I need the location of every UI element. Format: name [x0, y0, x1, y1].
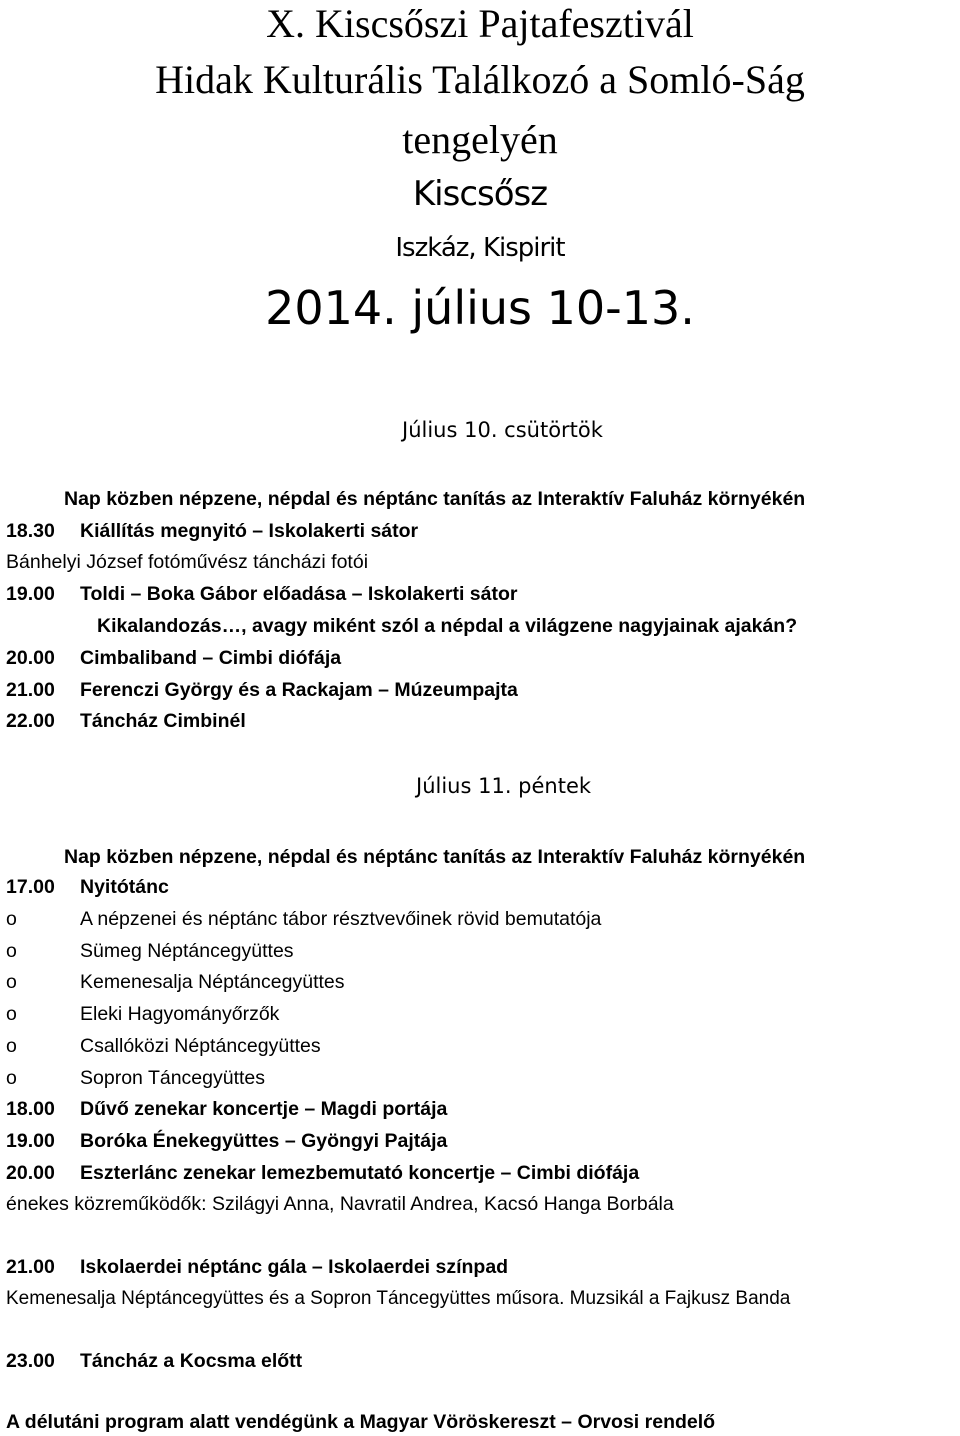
day1-event-3 [6, 647, 341, 670]
list-item: o Csallóközi Néptáncegyüttes [6, 1035, 321, 1057]
location-title: Kiscsősz [412, 174, 548, 214]
day2-event-5-detail: Kemenesalja Néptáncegyüttes és a Sopron Táncegyüttes műsora. Muzsikál a Fajkusz Banda [6, 1288, 791, 1309]
bullet-icon: o [6, 1035, 17, 1057]
festival-subtitle-cont: tengelyén [402, 117, 558, 162]
day2-event-6 [6, 1350, 302, 1373]
day2-heading: Július 11. péntek [416, 774, 592, 798]
header [0, 2, 960, 336]
event-time: 21.00 [6, 679, 55, 701]
event-title: Táncház Cimbinél [80, 710, 246, 732]
event-title: Kiállítás megnyitó – Iskolakerti sátor [80, 520, 419, 542]
list-item: o Sümeg Néptáncegyüttes [6, 940, 294, 962]
event-title: Toldi – Boka Gábor előadása – Iskolakerti sátor [80, 583, 518, 605]
event-time: 19.00 [6, 583, 55, 605]
day2-event-5 [6, 1256, 508, 1279]
day1-event-5 [6, 710, 246, 733]
event-title: Dűvő zenekar koncertje – Magdi portája [80, 1098, 448, 1120]
day2-event-4 [6, 1162, 639, 1185]
bullet-icon: o [6, 1003, 17, 1025]
event-time: 18.00 [6, 1098, 55, 1120]
list-item: o Eleki Hagyományőrzők [6, 1003, 280, 1025]
event-time: 20.00 [6, 1162, 55, 1184]
day2-intro: Nap közben népzene, népdal és néptánc tanítás az Interaktív Faluház környékén [64, 846, 806, 868]
event-title: Nyitótánc [80, 876, 169, 898]
event-time: 18.30 [6, 520, 55, 542]
day1-event-1 [6, 520, 418, 543]
day1-event-2 [6, 583, 517, 606]
day2-event-4-detail: énekes közreműködők: Szilágyi Anna, Navratil Andrea, Kacsó Hanga Borbála [6, 1193, 674, 1215]
bullet-icon: o [6, 1067, 17, 1089]
location-subtitle: Iszkáz, Kispirit [395, 233, 565, 263]
event-title: Táncház a Kocsma előtt [80, 1350, 303, 1372]
event-title: Boróka Énekegyüttes – Gyöngyi Pajtája [80, 1130, 448, 1152]
event-time: 17.00 [6, 876, 55, 898]
bullet-icon: o [6, 971, 17, 993]
list-item: o A népzenei és néptánc tábor résztvevőinek rövid bemutatója [6, 908, 602, 930]
bullet-icon: o [6, 940, 17, 962]
event-time: 23.00 [6, 1350, 55, 1372]
event-time: 19.00 [6, 1130, 55, 1152]
festival-dates: 2014. július 10-13. [265, 281, 695, 335]
day1-heading: Július 10. csütörtök [402, 418, 603, 442]
festival-title: X. Kiscsőszi Pajtafesztivál [266, 1, 694, 46]
day1-event-2-detail: Kikalandozás…, avagy miként szól a népdal a világzene nagyjainak ajakán? [97, 615, 798, 637]
event-time: 22.00 [6, 710, 55, 732]
festival-subtitle: Hidak Kulturális Találkozó a Somló-Ság [155, 57, 805, 102]
day2-event-3 [6, 1130, 447, 1153]
day1-event-1-detail: Bánhelyi József fotóművész táncházi fotói [6, 551, 369, 573]
day1-event-4 [6, 679, 518, 702]
day2-event-1 [6, 876, 169, 899]
event-title: Cimbaliband – Cimbi diófája [80, 647, 342, 669]
day1-intro: Nap közben népzene, népdal és néptánc tanítás az Interaktív Faluház környékén [64, 488, 806, 510]
event-title: Ferenczi György és a Rackajam – Múzeumpajta [80, 679, 518, 701]
bullet-icon: o [6, 908, 17, 930]
event-time: 21.00 [6, 1256, 55, 1278]
event-title: Eszterlánc zenekar lemezbemutató koncertje – Cimbi diófája [80, 1162, 640, 1184]
event-title: Iskolaerdei néptánc gála – Iskolaerdei színpad [80, 1256, 509, 1278]
event-time: 20.00 [6, 647, 55, 669]
list-item: o Kemenesalja Néptáncegyüttes [6, 971, 345, 993]
list-item: o Sopron Táncegyüttes [6, 1067, 266, 1089]
footer-note: A délutáni program alatt vendégünk a Magyar Vöröskereszt – Orvosi rendelő [6, 1411, 716, 1433]
day2-event-2 [6, 1098, 447, 1121]
